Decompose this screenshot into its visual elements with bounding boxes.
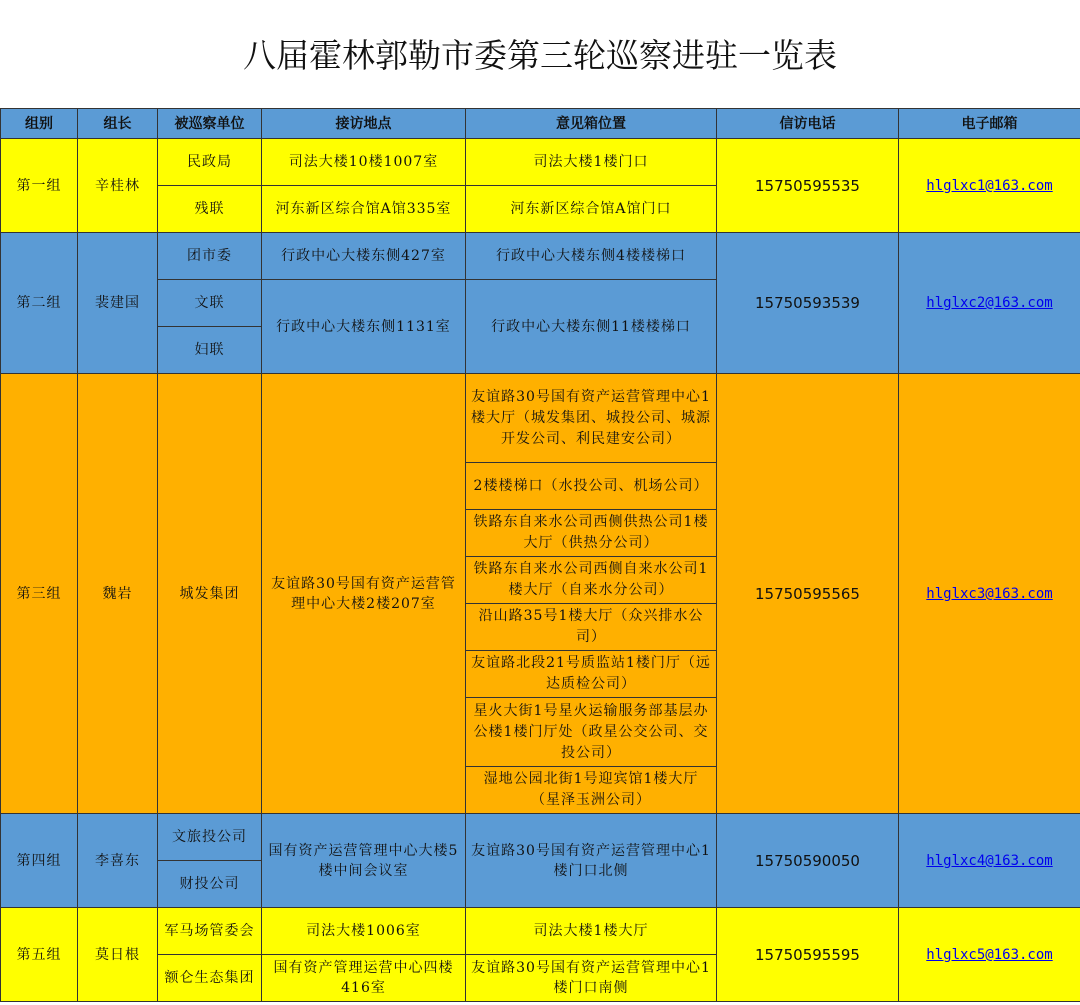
header-group: 组别 <box>1 109 78 139</box>
inspected-unit: 文旅投公司 <box>158 814 262 861</box>
group-leader: 莫日根 <box>78 908 158 1002</box>
box-location: 湿地公园北街1号迎宾馆1楼大厅（星泽玉洲公司） <box>466 767 717 814</box>
inspected-unit: 文联 <box>158 280 262 327</box>
email-link[interactable]: hlglxc2@163.com <box>926 295 1053 311</box>
reception-place: 司法大楼10楼1007室 <box>262 139 466 186</box>
inspection-table <box>0 108 1080 1002</box>
phone-number: 15750595535 <box>717 139 899 233</box>
group-leader: 魏岩 <box>78 374 158 814</box>
box-location: 2楼楼梯口（水投公司、机场公司） <box>466 463 717 510</box>
email-link[interactable]: hlglxc1@163.com <box>926 177 1053 194</box>
table-row <box>1 908 1080 955</box>
box-location: 铁路东自来水公司西侧自来水公司1楼大厅（自来水分公司） <box>466 557 717 604</box>
table-row <box>1 139 1080 186</box>
table-row <box>1 233 1080 280</box>
email-cell <box>899 139 1080 233</box>
group-leader: 辛桂林 <box>78 139 158 233</box>
group-name: 第四组 <box>1 814 78 908</box>
reception-place: 河东新区综合馆A馆335室 <box>262 186 466 233</box>
page-title: 八届霍林郭勒市委第三轮巡察进驻一览表 <box>243 36 837 75</box>
box-location: 河东新区综合馆A馆门口 <box>466 186 717 233</box>
reception-place: 国有资产运营管理中心大楼5楼中间会议室 <box>262 814 466 908</box>
reception-place: 行政中心大楼东侧1131室 <box>262 280 466 374</box>
inspected-unit: 军马场管委会 <box>158 908 262 955</box>
table-row <box>1 374 1080 463</box>
inspected-unit: 残联 <box>158 186 262 233</box>
inspected-unit: 城发集团 <box>158 374 262 814</box>
inspected-unit: 妇联 <box>158 327 262 374</box>
email-link[interactable]: hlglxc4@163.com <box>926 852 1053 869</box>
box-location: 司法大楼1楼大厅 <box>466 908 717 955</box>
box-location: 友谊路30号国有资产运营管理中心1楼门口南侧 <box>466 955 717 1002</box>
email-cell <box>899 908 1080 1002</box>
group-name: 第二组 <box>1 233 78 374</box>
group-name: 第一组 <box>1 139 78 233</box>
group-leader: 裴建国 <box>78 233 158 374</box>
phone-number: 15750595565 <box>717 374 899 814</box>
group-name: 第五组 <box>1 908 78 1002</box>
table-row <box>1 814 1080 861</box>
email-cell <box>899 374 1080 814</box>
email-link[interactable]: hlglxc3@163.com <box>926 585 1053 602</box>
reception-place: 国有资产管理运营中心四楼416室 <box>262 955 466 1002</box>
header-box-location: 意见箱位置 <box>466 109 717 139</box>
header-email: 电子邮箱 <box>899 109 1080 139</box>
inspected-unit: 民政局 <box>158 139 262 186</box>
box-location: 行政中心大楼东侧4楼楼梯口 <box>466 233 717 280</box>
reception-place: 司法大楼1006室 <box>262 908 466 955</box>
email-link[interactable]: hlglxc5@163.com <box>926 946 1053 963</box>
phone-number: 15750593539 <box>717 233 899 374</box>
header-leader: 组长 <box>78 109 158 139</box>
box-location: 友谊路北段21号质监站1楼门厅（远达质检公司） <box>466 651 717 698</box>
header-row <box>1 109 1080 139</box>
phone-number: 15750590050 <box>717 814 899 908</box>
group-name: 第三组 <box>1 374 78 814</box>
box-location: 星火大街1号星火运输服务部基层办公楼1楼门厅处（政星公交公司、交投公司） <box>466 698 717 767</box>
box-location: 沿山路35号1楼大厅（众兴排水公司） <box>466 604 717 651</box>
email-cell <box>899 814 1080 908</box>
box-location: 司法大楼1楼门口 <box>466 139 717 186</box>
box-location: 行政中心大楼东侧11楼楼梯口 <box>466 280 717 374</box>
header-unit: 被巡察单位 <box>158 109 262 139</box>
inspected-unit: 额仑生态集团 <box>158 955 262 1002</box>
inspected-unit: 财投公司 <box>158 861 262 908</box>
reception-place: 友谊路30号国有资产运营管理中心大楼2楼207室 <box>262 374 466 814</box>
box-location: 铁路东自来水公司西侧供热公司1楼大厅（供热分公司） <box>466 510 717 557</box>
inspected-unit: 团市委 <box>158 233 262 280</box>
header-phone: 信访电话 <box>717 109 899 139</box>
phone-number: 15750595595 <box>717 908 899 1002</box>
group-leader: 李喜东 <box>78 814 158 908</box>
reception-place: 行政中心大楼东侧427室 <box>262 233 466 280</box>
box-location: 友谊路30号国有资产运营管理中心1楼大厅（城发集团、城投公司、城源开发公司、利民建安公司） <box>466 374 717 463</box>
box-location: 友谊路30号国有资产运营管理中心1楼门口北侧 <box>466 814 717 908</box>
header-reception-place: 接访地点 <box>262 109 466 139</box>
email-cell <box>899 233 1080 374</box>
